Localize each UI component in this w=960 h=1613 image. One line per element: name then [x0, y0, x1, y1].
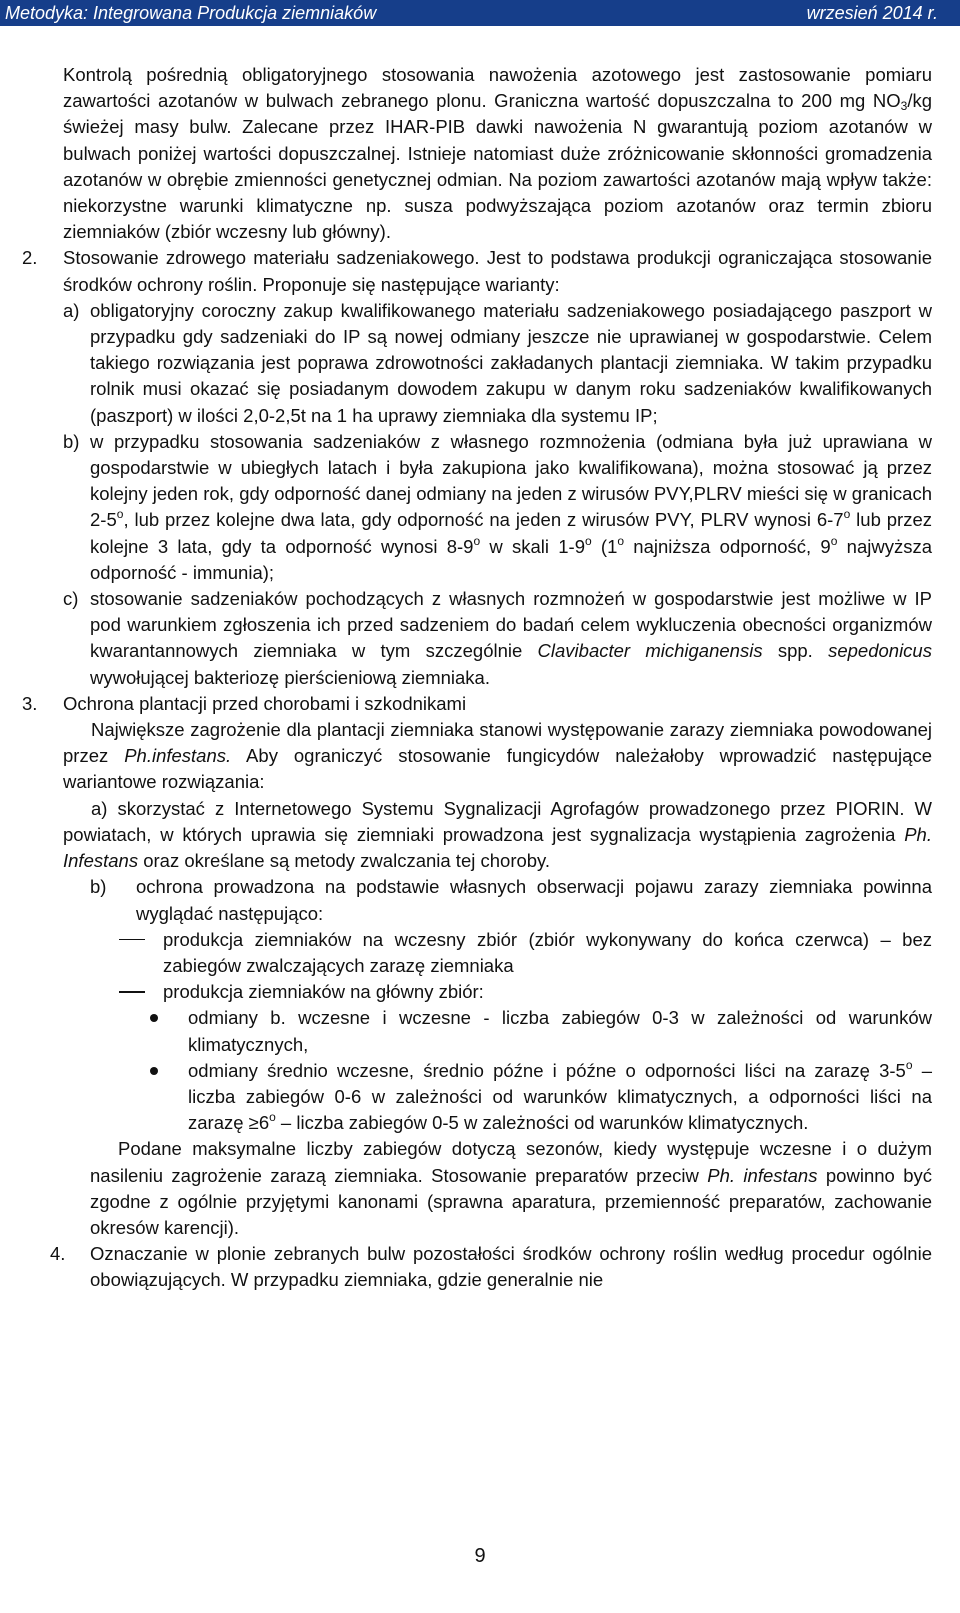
list-item-4: 4. Oznaczanie w plonie zebranych bulw pozostałości środków ochrony roślin według procedur ogólnie obowiązujących. W przypadku ziemniaka, gdzie generalnie nie: [50, 1243, 932, 1291]
document-body: [0, 62, 960, 1294]
dash-item-early-harvest: produkcja ziemniaków na wczesny zbiór (zbiór wykonywany do końca czerwca) – bez zabiegów zwalczających zarazę ziemniaka: [0, 927, 960, 979]
header-title: Metodyka: Integrowana Produkcja ziemniaków: [5, 3, 377, 23]
dash-marker: [119, 939, 145, 941]
sub-item-2c: c) stosowanie sadzeniaków pochodzących z własnych rozmnożeń w gospodarstwie jest możliwe w IP pod warunkiem zgłoszenia ich przed sadzeniem do badań celem wykluczenia obecności organizmów kwarantannowych ziemniaka w tym szczególnie Clavibacter michiganensis spp. sepedonicus wywołującej bakteriozę pierścieniową ziemniaka.: [63, 588, 932, 688]
sub-item-2a: a) obligatoryjny coroczny zakup kwalifikowanego materiału sadzeniakowego posiadającego paszport w przypadku gdy sadzeniaki do IP są nowej odmiany jeszcze nie uprawianej w gospodarstwie. Celem takiego rozwiązania jest poprawa zdrowotności zakładanych plantacji ziemniaka. W takim przypadku rolnik musi okazać się posiadanym dowodem zakupu w danym roku sadzeniaków kwalifikowanych (paszport) w ilości 2,0-2,5t na 1 ha uprawy ziemniaka dla systemu IP;: [63, 299, 932, 426]
sub-item-3b: b) ochrona prowadzona na podstawie własnych obserwacji pojawu zarazy ziemniaka powinna wyglądać następująco:: [90, 876, 932, 924]
bullet-marker: [150, 1067, 158, 1075]
list-marker: b): [63, 430, 80, 452]
list-marker: 2.: [22, 247, 38, 269]
list-item-2: 2. Stosowanie zdrowego materiału sadzeniakowego. Jest to podstawa produkcji ograniczająca stosowanie środków ochrony roślin. Proponuje się następujące warianty:: [22, 247, 932, 295]
dash-marker: [119, 991, 145, 993]
bullet-item-late-varieties: odmiany średnio wczesne, średnio późne i późne o odporności liści na zarazę 3-5$^o$ – liczba zabiegów 0-6 w zależności od warunków klimatycznych, a odporności liści na zarazę $\ge 6^o$ – liczba zabiegów 0-5 w zależności od warunków klimatycznych.: [0, 1058, 960, 1137]
page-header: [0, 0, 960, 26]
intro-paragraph: Kontrolą pośrednią obligatoryjnego stosowania nawożenia azotowego jest zastosowanie pomiaru zawartości azotanów w bulwach zebranego plonu. Graniczna wartość dopuszczalna to 200 mg $NO_3/kg$ świeżej masy bulw. Zalecane przez IHAR-PIB dawki nawożenia N gwarantują poziom azotanów w bulwach poniżej wartości dopuszczalnej. Istnieje natomiast duże zróżnicowanie skłonności gromadzenia azotanów w obrębie zmienności genetycznej odmian. Na poziom zawartości azotanów mają wpływ także: niekorzystne warunki klimatyczne np. susza podwyższająca poziom azotanów oraz termin zbioru ziemniaków (zbiór wczesny lub główny).: [63, 64, 932, 243]
dash-item-main-harvest: produkcja ziemniaków na główny zbiór:: [0, 979, 960, 1005]
bullet-item-early-varieties: odmiany b. wczesne i wczesne - liczba zabiegów 0-3 w zależności od warunków klimatycznych,: [0, 1005, 960, 1057]
header-date: wrzesień 2014 r.: [806, 3, 938, 23]
list-marker: c): [63, 588, 79, 610]
bullet-marker: [150, 1014, 158, 1022]
sub-item-2b: b) w przypadku stosowania sadzeniaków z własnego rozmnożenia (odmiana była już uprawiana w gospodarstwie w ubiegłych latach i była zakupiona jako kwalifikowana), można stosować ją przez kolejny jeden rok, gdy odporność danej odmiany na jeden z wirusów PVY,PLRV mieści się w granicach 2-5$^o$, lub przez kolejne dwa lata, gdy odporność na jeden z wirusów PVY, PLRV wynosi 6-7$^o$ lub przez kolejne 3 lata, gdy ta odporność wynosi 8-9$^o$ w skali 1-9$^o$ (1$^o$ najniższa odporność, 9$^o$ najwyższa odporność - immunia);: [63, 430, 932, 583]
list-marker: 4.: [50, 1243, 66, 1265]
sub-item-3a: a) skorzystać z Internetowego Systemu Sygnalizacji Agrofagów prowadzonego przez PIORIN. W powiatach, w których uprawia się ziemniaki prowadzona jest sygnalizacja wystąpienia zagrożenia Ph. Infestans oraz określane są metody zwalczania tej choroby.: [63, 797, 932, 872]
page-number: 9: [474, 1545, 486, 1567]
item-3-paragraph-1: Największe zagrożenie dla plantacji ziemniaka stanowi występowanie zarazy ziemniaka powodowanej przez Ph.infestans. Aby ograniczyć stosowanie fungicydów należałoby wprowadzić następujące wariantowe rozwiązania:: [63, 719, 932, 793]
list-item-3-title: 3. Ochrona plantacji przed chorobami i szkodnikami: [0, 691, 960, 717]
list-marker: 3.: [22, 692, 38, 714]
item-3-paragraph-2: Podane maksymalne liczby zabiegów dotyczą sezonów, kiedy występuje wczesne i o dużym nasileniu zagrożenie zarazą ziemniaka. Stosowanie preparatów przeciw Ph. infestans powinno być zgodne z ogólnie przyjętymi kanonami (sprawna aparatura, przemienność preparatów, zachowanie okresów karencji).: [90, 1138, 933, 1238]
list-marker: a): [63, 299, 80, 321]
list-marker: b): [90, 876, 107, 898]
